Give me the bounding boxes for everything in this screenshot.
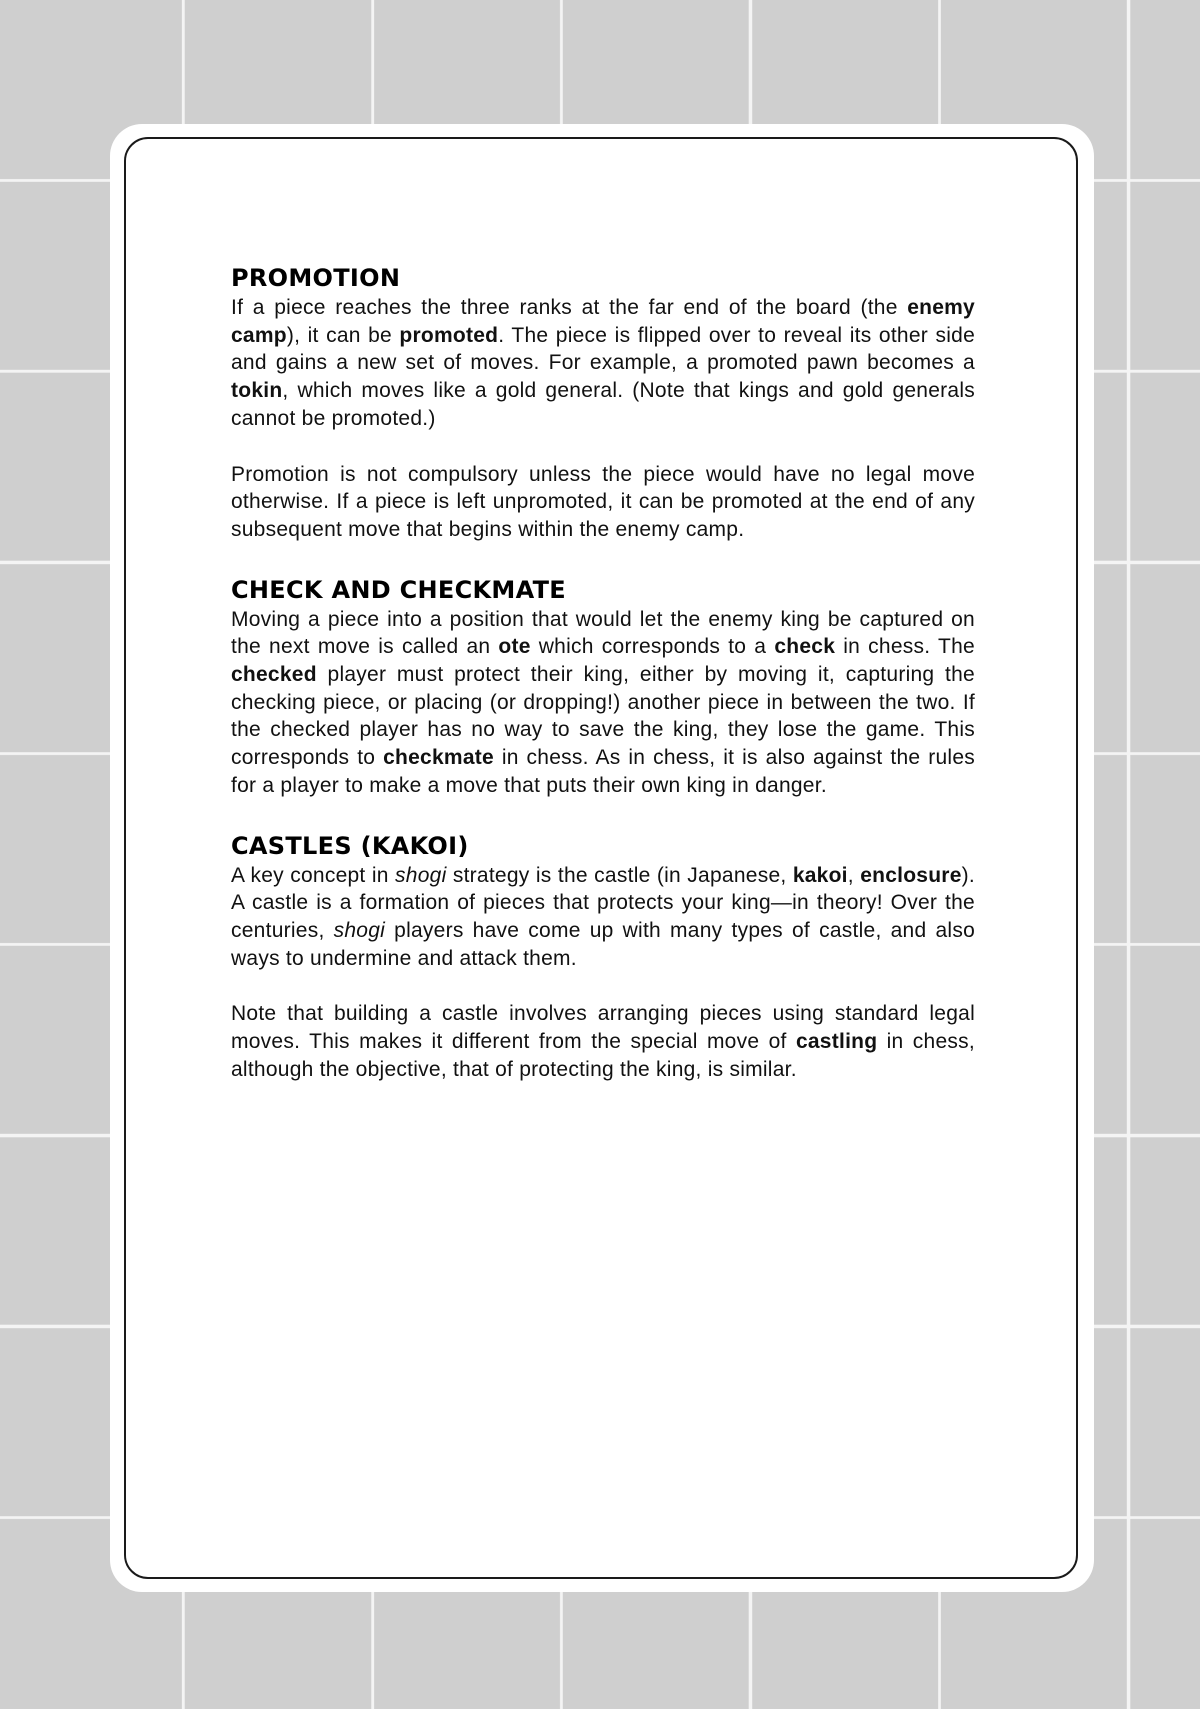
text-run: players have come up with many types of castle, and also ways to undermine and attack them. bbox=[231, 918, 975, 970]
text-run: , which moves like a gold general. (Note that kings and gold generals cannot be promoted.) bbox=[231, 379, 975, 430]
heading-promotion: PROMOTION bbox=[231, 264, 401, 292]
term-promoted: promoted bbox=[399, 323, 499, 347]
heading-castles-kakoi: CASTLES (KAKOI) bbox=[231, 831, 469, 860]
text-run: which corresponds to a bbox=[530, 635, 775, 659]
text-run: ), it can be bbox=[286, 323, 400, 347]
text-run: If a piece reaches the three ranks at the far end of the board (the bbox=[231, 296, 908, 319]
document-body bbox=[231, 262, 975, 1083]
text-run: , bbox=[847, 863, 861, 887]
term-shogi: shogi bbox=[333, 918, 386, 942]
term-enemy-camp: enemy camp bbox=[231, 296, 975, 347]
check-paragraph-1 bbox=[231, 606, 975, 800]
term-tokin: tokin bbox=[231, 379, 283, 403]
term-kakoi: kakoi bbox=[792, 863, 848, 887]
text-run: in chess. As in chess, it is also against the rules for a player to make a move that puts their own king in danger. bbox=[231, 746, 976, 797]
section-check bbox=[231, 574, 975, 800]
term-shogi: shogi bbox=[395, 863, 447, 887]
text-run: in chess, although the objective, that of protecting the king, is similar. bbox=[231, 1030, 975, 1081]
text-run: in chess. The bbox=[835, 635, 975, 659]
text-run: A key concept in bbox=[231, 863, 396, 887]
term-castling: castling bbox=[795, 1030, 878, 1054]
term-check: check bbox=[774, 635, 836, 659]
text-run: strategy is the castle (in Japanese, bbox=[446, 863, 793, 887]
term-enclosure: enclosure bbox=[860, 863, 962, 887]
section-castles bbox=[231, 830, 975, 1084]
text-run: ). A castle is a formation of pieces that protects your king—in theory! Over the centuries, bbox=[231, 863, 975, 942]
text-run: . The piece is flipped over to reveal its other side and gains a new set of moves. For example, a promoted pawn becomes a bbox=[231, 323, 975, 375]
castles-paragraph-2 bbox=[231, 1000, 975, 1083]
term-checked: checked bbox=[231, 663, 317, 687]
promotion-paragraph-1 bbox=[231, 294, 975, 433]
term-ote: ote bbox=[498, 635, 531, 659]
castles-paragraph-1 bbox=[231, 862, 975, 973]
term-checkmate: checkmate bbox=[383, 746, 494, 770]
text-run: player must protect their king, either by moving it, capturing the checking piece, or placing (or dropping!) another piece in between the two. If the checked player has no way to save the king, they lose the game. This corresponds to bbox=[231, 663, 975, 770]
promotion-paragraph-2: Promotion is not compulsory unless the piece would have no legal move otherwise. If a piece is left unpromoted, it can be promoted at the end of any subsequent move that begins within the enemy camp. bbox=[231, 462, 975, 541]
heading-check-and-checkmate: CHECK AND CHECKMATE bbox=[231, 575, 566, 604]
section-promotion bbox=[231, 262, 975, 544]
text-run: Note that building a castle involves arranging pieces using standard legal moves. This makes it different from the special move of bbox=[231, 1002, 975, 1054]
text-run: Moving a piece into a position that would let the enemy king be captured on the next move is called an bbox=[231, 607, 975, 659]
